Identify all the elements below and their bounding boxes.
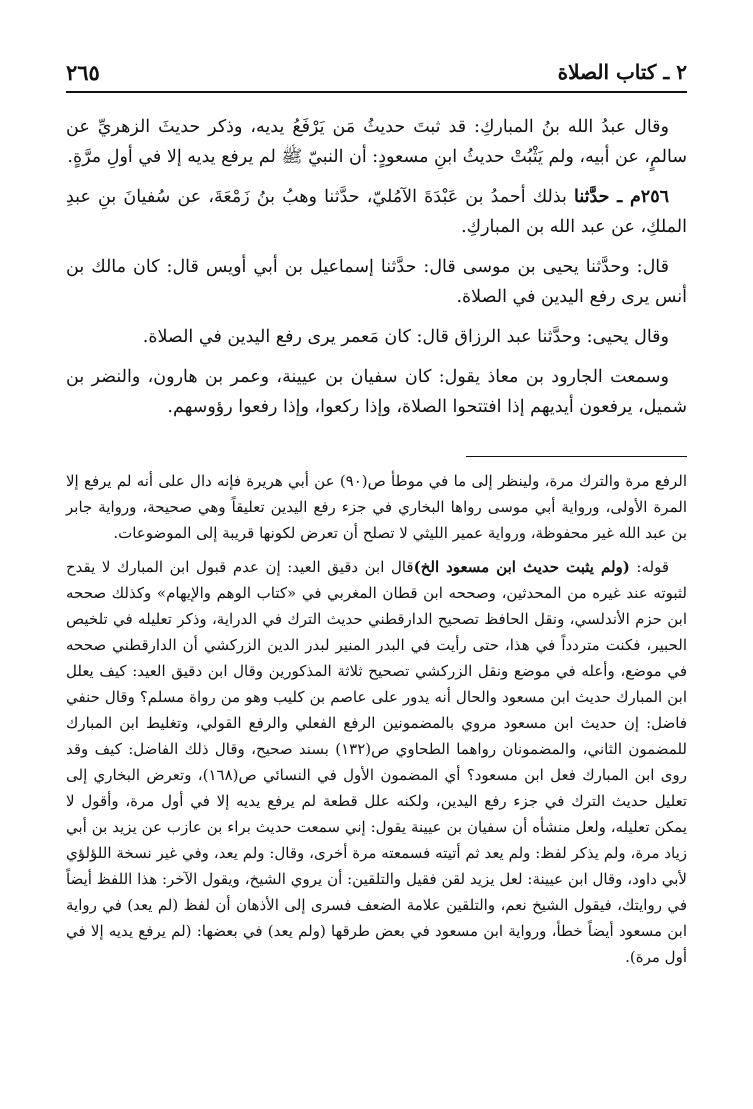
- main-text: [66, 112, 687, 432]
- paragraph-5: وسمعت الجارود بن معاذ يقول: كان سفيان بن عيينة، وعمر بن هارون، والنضر بن شميل، يرفعون أيديهم إذا افتتحوا الصلاة، وإذا ركعوا، وإذا رفعوا رؤوسهم.: [66, 367, 687, 417]
- paragraph-2-text: بذلك أحمدُ بن عَبْدَةَ الآمُليّ، حدَّثنا وهبُ بنُ زَمْعَةَ، عن سُفيانَ بنِ عبدِ الملكِ، عن عبد الله بن المباركِ.: [66, 187, 687, 237]
- footnotes: [66, 468, 687, 978]
- footnote-1: الرفع مرة والترك مرة، ولينظر إلى ما في موطأ ص(٩٠) عن أبي هريرة فإنه دال على أنه لم يرفع إلا المرة الأولى، ورواية أبي موسى رواها البخاري في جزء رفع اليدين تعليقاً وهي صحيحة، ورواية جابر بن عبد الله غير محفوظة، ورواية عمير الليثي لا تصلح أن تعرض لكونها قريبة إلى الموضوعات.: [66, 472, 687, 542]
- footnote-2: [66, 554, 687, 970]
- paragraph-4: وقال يحيى: وحدَّثنا عبد الرزاق قال: كان مَعمر يرى رفع اليدين في الصلاة.: [142, 327, 669, 347]
- footnote-2-text: قال ابن دقيق العيد: إن عدم قبول ابن المبارك لا يقدح لثبوته عند غيره من المحدثين، وصححه ابن قطان المغربي في «كتاب الوهم والإيهام» وكذلك صححه ابن حزم الأندلسي، ونقل الحافظ تصحيح الدارقطني حديث الترك في الدراية، وذكر تعليله في تلخيص الحبير، فكنت متردداً في هذا، حتى رأيت في البدر المنير لبدر الدين الزركشي أن الدارقطني صححه في موضع، وأعله في موضع ونقل الزركشي تصحيح ثلاثة المذكورين وقال ابن دقيق العيد: كيف يعلل ابن المبارك حديث ابن مسعود والحال أنه يدور على عاصم بن كليب وهو من رواة مسلم؟ وقال حنفي فاضل: إن حديث ابن مسعود مروي بالمضمونين الرفع الفعلي والرفع القولي، وتغليط ابن المبارك للمضمون الثاني، والمضمونان رواهما الطحاوي ص(١٣٢) بسند صحيح، وقال ذلك الفاضل: كيف وقد روى ابن المبارك فعل ابن مسعود؟ أي المضمون الأول في النسائي ص(١٦٨)، وتعرض البخاري إلى تعليل حديث الترك في جزء رفع اليدين، ولكنه علل قطعة لم يرفع يديه إلا في أول مرة، وأقول لا يمكن تعليله، ولعل منشأه أن سفيان بن عيينة يقول: إني سمعت حديث براء بن عازب عن يزيد بن أبي زياد مرة، ولم يذكر لفظ: ولم يعد ثم أتيته فسمعته مرة أخرى، وقال: ولم يعد، وفي غير نسخة اللؤلؤي لأبي داود، وقال ابن عيينة: لعل يزيد لقن فقيل والتلقين: أن يروي الشيخ، ويقول الآخر: هذا اللفظ أيضاً في روايتك، فيقول الشيخ نعم، والتلقين علامة الضعف فسرى إلى الأذهان أن لفظ (لم يعد) في رواية ابن مسعود أيضاً خطأ، ورواية ابن مسعود في بعض طرقها (ولم يعد) في بعضها: (لم يرفع يديه إلا في أول مرة).: [66, 558, 687, 966]
- paragraph-3: قال: وحدَّثنا يحيى بن موسى قال: حدَّثنا إسماعيل بن أبي أويس قال: كان مالك بن أنس يرى رفع اليدين في الصلاة.: [66, 257, 687, 307]
- hadith-number: ٢٥٦م ـ حدَّثنا: [574, 187, 669, 207]
- footnote-divider: [466, 456, 687, 457]
- footnote-2-prefix: قوله:: [629, 558, 670, 576]
- page-header: [66, 58, 687, 90]
- paragraph-1: وقال عبدُ الله بنُ المباركِ: قد ثبتَ حديثُ مَن يَرْفَعُ يديه، وذكر حديثَ الزهريِّ عن سالمٍ، عن أبيه، ولم يَثْبُتْ حديثُ ابنِ مسعودٍ: أن النبيّ ﷺ لم يرفع يديه إلا في أولِ مرَّةٍ.: [66, 117, 687, 167]
- header-divider: [66, 91, 687, 93]
- paragraph-2: [66, 182, 687, 242]
- page-number: ٢٦٥: [66, 60, 100, 85]
- chapter-title: ٢ ـ كتاب الصلاة: [557, 60, 687, 84]
- footnote-2-quote: (ولم يثبت حديث ابن مسعود الخ): [413, 558, 630, 576]
